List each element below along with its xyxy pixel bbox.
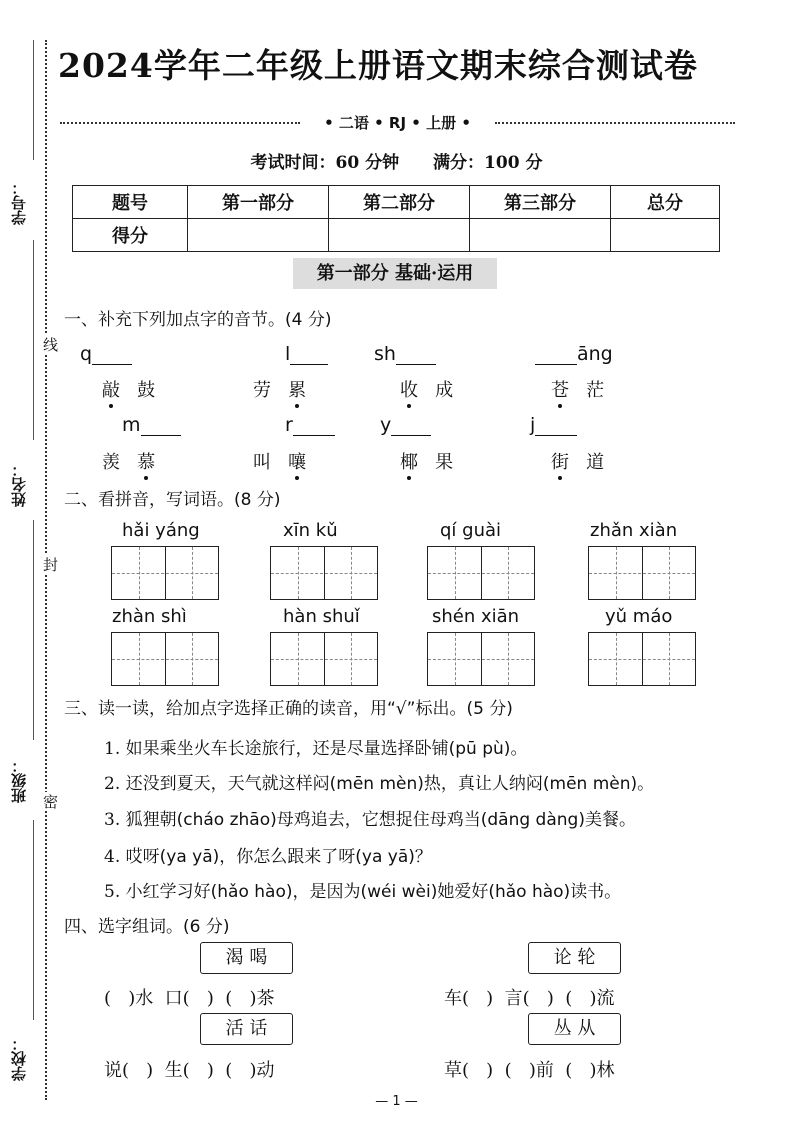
- pinyin-options[interactable]: (hǎo hào): [488, 882, 571, 902]
- pinyin-options[interactable]: (cháo zhāo): [176, 810, 277, 830]
- pinyin-options[interactable]: (ya yā): [159, 847, 220, 867]
- q1-pinyin-5: m: [122, 414, 181, 436]
- writing-grid[interactable]: [111, 546, 219, 600]
- q1-word-1: 敲 鼓: [102, 376, 155, 402]
- q4-line-1-left[interactable]: ( )水 口( ) ( )茶: [104, 988, 275, 1009]
- class-label: 班级：: [10, 758, 28, 803]
- q1-pinyin-6: r: [285, 414, 335, 436]
- score-cell[interactable]: [329, 219, 470, 252]
- q2-pinyin-5: zhàn shì: [112, 606, 187, 627]
- page-number: — 1 —: [375, 1094, 418, 1109]
- pinyin-options[interactable]: (wéi wèi): [360, 882, 438, 902]
- q3-sentence-1: 1. 如果乘坐火车长途旅行，还是尽量选择卧铺(pū pù)。: [104, 739, 528, 759]
- subtitle: • 二语 • RJ • 上册 •: [316, 112, 479, 133]
- q1-word-6: 叫 嚷: [253, 448, 306, 474]
- binding-word-seal: 封: [41, 557, 59, 572]
- char-choice-box: 渴 喝: [200, 942, 293, 974]
- score-cell[interactable]: [611, 219, 720, 252]
- score-cell[interactable]: [188, 219, 329, 252]
- q4-line-2-right[interactable]: 草( ) ( )前 ( )林: [444, 1060, 615, 1081]
- q4-heading: 四、选字组词。(6 分): [64, 917, 230, 937]
- q1-pinyin-7: y: [380, 414, 431, 436]
- score-table: [72, 185, 720, 252]
- q1-word-5: 羡 慕: [102, 448, 155, 474]
- pinyin-options[interactable]: (ya yā): [355, 847, 415, 867]
- exam-info: [0, 148, 793, 173]
- q3-heading: 三、读一读，给加点字选择正确的读音，用“√”标出。(5 分): [64, 699, 513, 719]
- student-id-label: 学号：: [10, 180, 28, 225]
- pinyin-options[interactable]: (mēn mèn): [542, 774, 638, 794]
- pinyin-options[interactable]: (pū pù): [448, 739, 511, 759]
- score-row-label: 得分: [73, 219, 188, 252]
- q3-sentence-4: 4. 哎呀(ya yā)，你怎么跟来了呀(ya yā)？: [104, 847, 432, 867]
- binding-rule: [33, 820, 34, 1020]
- q2-pinyin-4: zhǎn xiàn: [590, 520, 678, 541]
- dotted-rule-left: [60, 122, 300, 124]
- q2-heading: 二、看拼音，写词语。(8 分): [64, 490, 281, 510]
- q1-word-4: 苍 茫: [551, 376, 604, 402]
- q1-pinyin-2: l: [285, 343, 328, 365]
- writing-grid[interactable]: [427, 632, 535, 686]
- q1-pinyin-8: j: [530, 414, 577, 436]
- q2-pinyin-3: qí guài: [440, 520, 502, 541]
- school-label: 学校：: [10, 1036, 28, 1081]
- q2-pinyin-7: shén xiān: [432, 606, 520, 627]
- q4-line-1-right[interactable]: 车( ) 言( ) ( )流: [444, 988, 615, 1009]
- full-score: 满分：100 分: [433, 153, 543, 173]
- pinyin-options[interactable]: (hǎo hào): [210, 882, 293, 902]
- q1-heading: 一、补充下列加点字的音节。(4 分): [64, 310, 332, 330]
- q3-sentence-2: 2. 还没到夏天，天气就这样闷(mēn mèn)热，真让人纳闷(mēn mèn)。: [104, 774, 655, 794]
- subtitle-row: [60, 112, 735, 132]
- q2-pinyin-2: xīn kǔ: [283, 520, 338, 541]
- q1-word-7: 椰 果: [400, 448, 453, 474]
- binding-rule: [33, 520, 34, 740]
- writing-grid[interactable]: [588, 546, 696, 600]
- writing-grid[interactable]: [270, 546, 378, 600]
- dotted-rule-right: [495, 122, 735, 124]
- pinyin-options[interactable]: (dāng dàng): [480, 810, 585, 830]
- q2-pinyin-8: yǔ máo: [605, 606, 673, 627]
- q2-pinyin-1: hǎi yáng: [122, 520, 200, 541]
- score-table-header: 第三部分: [470, 186, 611, 219]
- score-table-header: 总分: [611, 186, 720, 219]
- binding-rule: [33, 40, 34, 160]
- q1-pinyin-3: sh: [374, 343, 436, 365]
- q1-word-3: 收 成: [400, 376, 453, 402]
- q1-word-2: 劳 累: [253, 376, 306, 402]
- exam-time: 考试时间：60 分钟: [250, 153, 400, 173]
- binding-word-secret: 密: [41, 794, 59, 809]
- page-title: 2024学年二年级上册语文期末综合测试卷: [58, 46, 698, 85]
- part1-title: 第一部分 基础·运用: [293, 258, 497, 289]
- q1-pinyin-1: q: [80, 343, 132, 365]
- char-choice-box: 论 轮: [528, 942, 621, 974]
- q2-pinyin-6: hàn shuǐ: [283, 606, 360, 627]
- q1-word-8: 街 道: [551, 448, 604, 474]
- binding-word-line: 线: [41, 337, 59, 352]
- pinyin-options[interactable]: (mēn mèn): [329, 774, 424, 794]
- name-label: 姓名：: [10, 462, 28, 507]
- score-table-header: 题号: [73, 186, 188, 219]
- writing-grid[interactable]: [270, 632, 378, 686]
- q3-sentence-3: 3. 狐狸朝(cháo zhāo)母鸡追去，它想捉住母鸡当(dāng dàng)美餐。: [104, 810, 636, 830]
- score-table-header: 第一部分: [188, 186, 329, 219]
- writing-grid[interactable]: [427, 546, 535, 600]
- q4-line-2-left[interactable]: 说( ) 生( ) ( )动: [104, 1060, 275, 1081]
- q1-pinyin-4: āng: [535, 343, 613, 365]
- writing-grid[interactable]: [111, 632, 219, 686]
- char-choice-box: 丛 从: [528, 1013, 621, 1045]
- binding-rule: [33, 240, 34, 440]
- score-cell[interactable]: [470, 219, 611, 252]
- q3-sentence-5: 5. 小红学习好(hǎo hào)，是因为(wéi wèi)她爱好(hǎo hào)读书。: [104, 882, 622, 902]
- writing-grid[interactable]: [588, 632, 696, 686]
- char-choice-box: 活 话: [200, 1013, 293, 1045]
- score-table-header: 第二部分: [329, 186, 470, 219]
